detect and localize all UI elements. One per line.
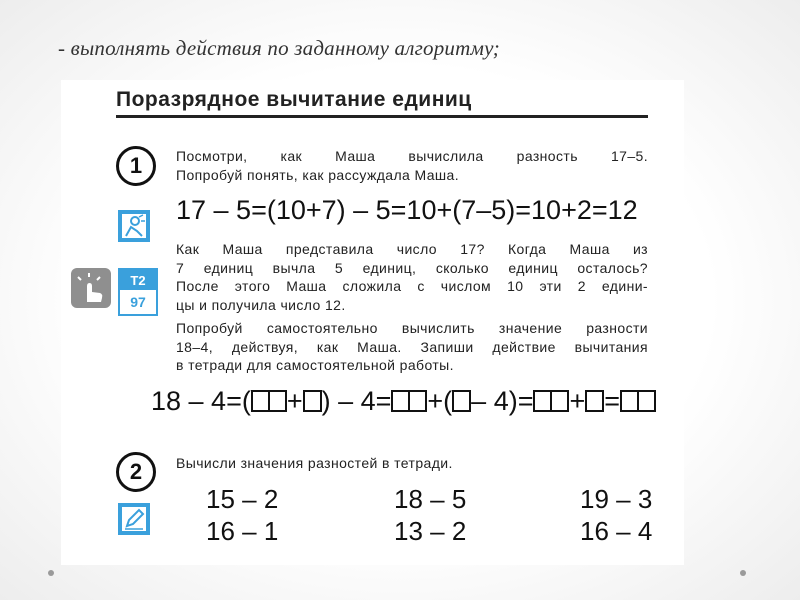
answer-box-double[interactable] bbox=[252, 390, 286, 412]
answer-box-single[interactable] bbox=[586, 390, 603, 412]
task-2-instruction bbox=[176, 454, 648, 473]
title-divider bbox=[116, 115, 648, 118]
equation-part: + bbox=[569, 385, 586, 416]
expression: 18 – 5 bbox=[394, 484, 467, 514]
equation-part: + bbox=[286, 385, 303, 416]
task-2-number: 2 bbox=[116, 452, 156, 492]
expression: 16 – 4 bbox=[580, 516, 653, 546]
reference-tag bbox=[118, 268, 158, 316]
reasoning-icon bbox=[118, 210, 150, 242]
slide-heading: - выполнять действия по заданному алгоритму; bbox=[58, 36, 500, 60]
textbook-page bbox=[61, 80, 684, 565]
text-line: 18–4, действуя, как Маша. Запиши действие вычитания bbox=[176, 338, 648, 355]
equation-part: 18 – 4=( bbox=[151, 385, 251, 416]
expression: 16 – 1 bbox=[206, 516, 279, 546]
corner-dot bbox=[740, 570, 746, 576]
corner-dot bbox=[48, 570, 54, 576]
text-line: Попробуй понять, как рассуждала Маша. bbox=[176, 166, 460, 183]
fill-in-equation bbox=[151, 383, 656, 419]
pencil-icon bbox=[118, 503, 150, 535]
task-1-number: 1 bbox=[116, 146, 156, 186]
task-1-instruction bbox=[176, 319, 648, 375]
task-1-intro bbox=[176, 147, 648, 184]
expression: 13 – 2 bbox=[394, 516, 467, 546]
text-line: цы и получила число 12. bbox=[176, 296, 346, 313]
answer-box-single[interactable] bbox=[453, 390, 470, 412]
answer-box-double[interactable] bbox=[534, 390, 568, 412]
task-1-solution: 17 – 5=(10+7) – 5=10+(7–5)=10+2=12 bbox=[176, 195, 638, 225]
answer-box-double[interactable] bbox=[392, 390, 426, 412]
tag-code: Т2 bbox=[120, 270, 156, 290]
equation-part: +( bbox=[427, 385, 453, 416]
expression: 15 – 2 bbox=[206, 484, 279, 514]
text-line: 7 единиц вычла 5 единиц, сколько единиц осталось? bbox=[176, 259, 648, 276]
page-title: Поразрядное вычитание единиц bbox=[116, 88, 472, 111]
text-line: в тетради для самостоятельной работы. bbox=[176, 357, 454, 373]
text-line: Как Маша представила число 17? Когда Маша из bbox=[176, 241, 648, 257]
equation-part: – 4)= bbox=[471, 385, 534, 416]
equation-part: ) – 4= bbox=[321, 385, 392, 416]
text-line: Вычисли значения разностей в тетради. bbox=[176, 455, 453, 471]
equation-part: = bbox=[604, 385, 621, 416]
expression: 19 – 3 bbox=[580, 484, 653, 514]
task-1-question bbox=[176, 240, 648, 314]
text-line: После этого Маша сложила с числом 10 эти 2 едини- bbox=[176, 278, 648, 294]
answer-box-single[interactable] bbox=[304, 390, 321, 412]
text-line: Попробуй самостоятельно вычислить значение разности bbox=[176, 320, 648, 336]
answer-box-double[interactable] bbox=[621, 390, 655, 412]
text-line: Посмотри, как Маша вычислила разность 17–5. bbox=[176, 148, 648, 164]
touch-icon bbox=[71, 268, 111, 308]
tag-page: 97 bbox=[130, 294, 146, 310]
